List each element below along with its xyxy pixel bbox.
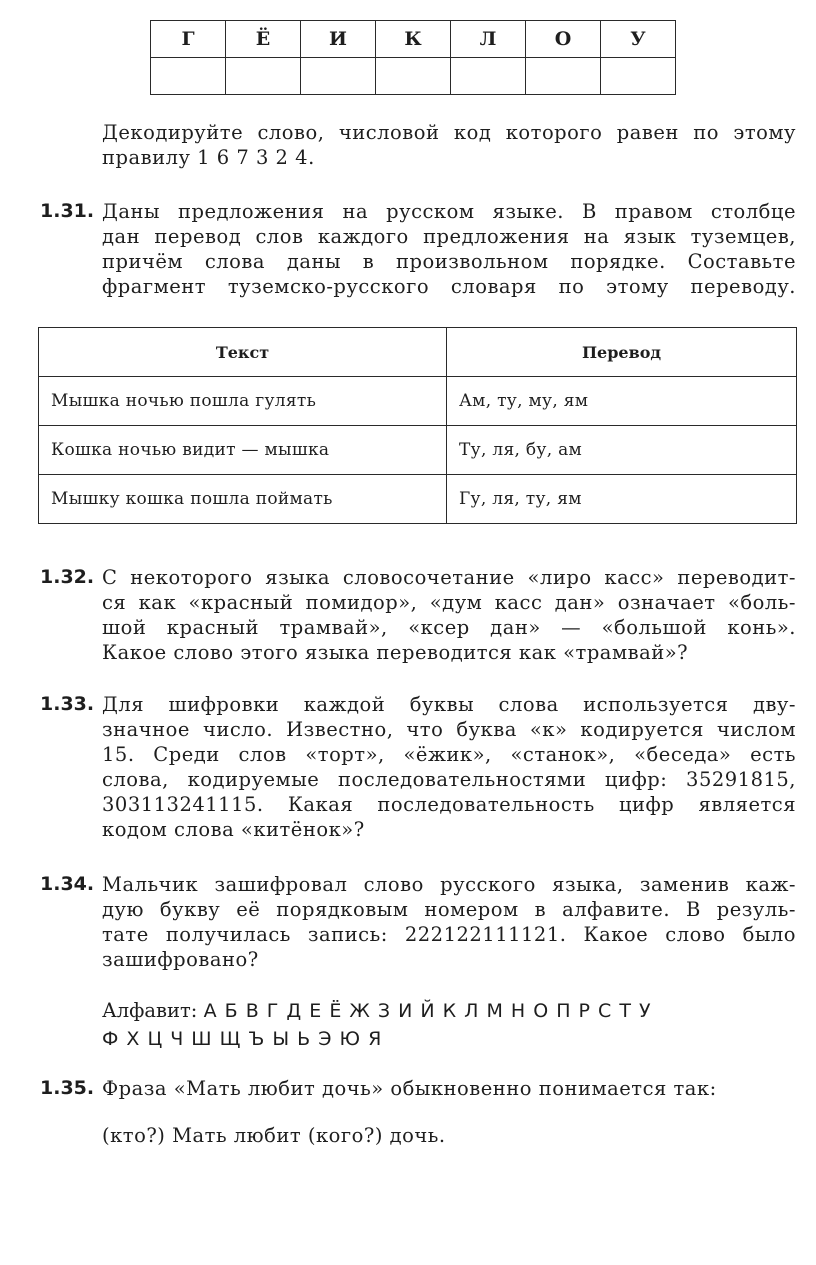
- letter-cell: Г: [151, 21, 226, 58]
- text-line: тате получилась запись: 222122111121. Какое слово было: [102, 923, 796, 946]
- alphabet-label: Алфавит:: [102, 999, 198, 1022]
- task-number: 1.34.: [40, 873, 95, 895]
- task-number: 1.35.: [40, 1077, 95, 1099]
- text-line: кодом слова «китёнок»?: [102, 818, 365, 841]
- text-line: 15. Среди слов «торт», «ёжик», «станок», «беседа» есть: [102, 743, 796, 766]
- table-cell: Мышка ночью пошла гулять: [39, 377, 447, 426]
- alphabet-letters: А Б В Г Д Е Ё Ж З И Й К Л М Н О П Р С Т У: [203, 1000, 652, 1022]
- code-row: [151, 58, 676, 95]
- task-number: 1.33.: [40, 693, 95, 715]
- text-line: шой красный трамвай», «ксер дан» — «большой конь».: [102, 616, 796, 639]
- task-1-31-text: [102, 199, 796, 299]
- text-line: дан перевод слов каждого предложения на язык туземцев,: [102, 225, 796, 248]
- alphabet-block: [102, 997, 796, 1053]
- empty-cell: [226, 58, 301, 95]
- table-cell: Гу, ля, ту, ям: [447, 475, 797, 524]
- task-number: 1.31.: [40, 200, 95, 222]
- alphabet-letters: Ф Х Ц Ч Ш Щ Ъ Ы Ь Э Ю Я: [102, 1028, 383, 1050]
- letter-cell: И: [301, 21, 376, 58]
- task-1-35-example: [102, 1123, 796, 1148]
- text-line: ся как «красный помидор», «дум касс дан» означает «боль-: [102, 591, 796, 614]
- text-line: зашифровано?: [102, 948, 259, 971]
- table-row: [39, 426, 797, 475]
- table-cell: Кошка ночью видит — мышка: [39, 426, 447, 475]
- column-header: Текст: [39, 328, 447, 377]
- empty-cell: [376, 58, 451, 95]
- column-header: Перевод: [447, 328, 797, 377]
- letter-cell: Ё: [226, 21, 301, 58]
- table-cell: Ам, ту, му, ям: [447, 377, 797, 426]
- table-row: [39, 377, 797, 426]
- empty-cell: [526, 58, 601, 95]
- empty-cell: [301, 58, 376, 95]
- text-line: Декодируйте слово, числовой код которого равен по этому: [102, 121, 796, 144]
- task-1-34-text: [102, 872, 796, 972]
- letter-cell: У: [601, 21, 676, 58]
- text-line: 303113241115. Какая последовательность цифр является: [102, 793, 796, 816]
- table-header-row: [39, 328, 797, 377]
- task-1-35-text: [102, 1076, 796, 1101]
- text-line: правилу 1 6 7 3 2 4.: [102, 146, 315, 169]
- task-1-33-text: [102, 692, 796, 842]
- decode-paragraph: [102, 120, 796, 170]
- table-row: [39, 475, 797, 524]
- table-cell: Мышку кошка пошла поймать: [39, 475, 447, 524]
- text-line: (кто?) Мать любит (кого?) дочь.: [102, 1124, 446, 1147]
- text-line: значное число. Известно, что буква «к» кодируется числом: [102, 718, 796, 741]
- text-line: Для шифровки каждой буквы слова используется дву-: [102, 693, 796, 716]
- letter-code-table: [150, 20, 676, 95]
- empty-cell: [451, 58, 526, 95]
- text-line: фрагмент туземско-русского словаря по этому переводу.: [102, 275, 796, 298]
- empty-cell: [151, 58, 226, 95]
- letter-row: [151, 21, 676, 58]
- letter-cell: Л: [451, 21, 526, 58]
- empty-cell: [601, 58, 676, 95]
- table-cell: Ту, ля, бу, ам: [447, 426, 797, 475]
- text-line: Мальчик зашифровал слово русского языка, заменив каж-: [102, 873, 796, 896]
- alphabet-line: [102, 997, 796, 1025]
- translation-table: [38, 327, 797, 524]
- letter-cell: О: [526, 21, 601, 58]
- text-line: слова, кодируемые последовательностями цифр: 35291815,: [102, 768, 796, 791]
- letter-cell: К: [376, 21, 451, 58]
- task-number: 1.32.: [40, 566, 95, 588]
- text-line: дую букву её порядковым номером в алфавите. В резуль-: [102, 898, 796, 921]
- text-line: Даны предложения на русском языке. В правом столбце: [102, 200, 796, 223]
- text-line: причём слова даны в произвольном порядке. Составьте: [102, 250, 796, 273]
- task-1-32-text: [102, 565, 796, 665]
- text-line: Какое слово этого языка переводится как «трамвай»?: [102, 641, 689, 664]
- text-line: С некоторого языка словосочетание «лиро касс» переводит-: [102, 566, 796, 589]
- text-line: Фраза «Мать любит дочь» обыкновенно понимается так:: [102, 1077, 717, 1100]
